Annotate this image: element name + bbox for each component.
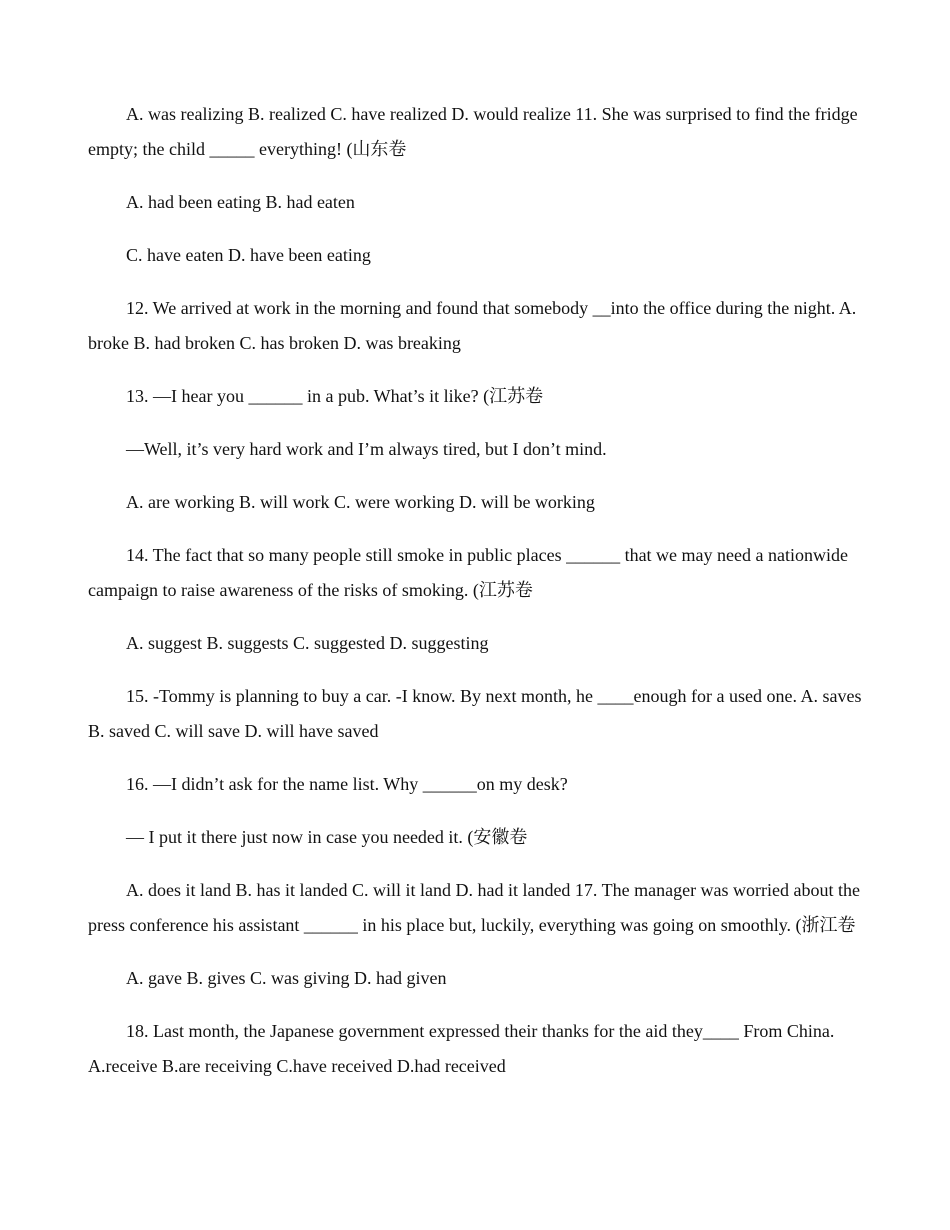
paragraph-q16-options-and-q17: A. does it land B. has it landed C. will it land D. had it landed 17. The manager was worried about the press conference his assistant ______ in his place but, luckily, everything was going on smoothly. (浙江卷 <box>88 880 861 935</box>
paragraph-q11-options-cd: C. have eaten D. have been eating <box>126 245 371 265</box>
paragraph-q17-options: A. gave B. gives C. was giving D. had given <box>126 968 447 988</box>
paragraph-q16-reply: — I put it there just now in case you needed it. (安徽卷 <box>126 827 528 847</box>
paragraph-q13-reply: —Well, it’s very hard work and I’m always tired, but I don’t mind. <box>126 439 607 459</box>
paragraph-q11-options-and-stem: A. was realizing B. realized C. have realized D. would realize 11. She was surprised to find the fridge empty; the child _____ everything! (山东卷 <box>88 104 858 159</box>
paragraph-q13-stem: 13. —I hear you ______ in a pub. What’s it like? (江苏卷 <box>126 386 544 406</box>
paragraph-q14-stem: 14. The fact that so many people still smoke in public places ______ that we may need a nationwide campaign to raise awareness of the risks of smoking. (江苏卷 <box>88 545 848 600</box>
paragraph-q18: 18. Last month, the Japanese government expressed their thanks for the aid they____ From China. A.receive B.are receiving C.have received D.had received <box>88 1021 835 1076</box>
paragraph-q12: 12. We arrived at work in the morning and found that somebody __into the office during the night. A. broke B. had broken C. has broken D. was breaking <box>88 298 857 353</box>
document-body <box>88 97 864 1102</box>
paragraph-q14-options: A. suggest B. suggests C. suggested D. suggesting <box>126 633 489 653</box>
paragraph-q15: 15. -Tommy is planning to buy a car. -I know. By next month, he ____enough for a used one. A. saves B. saved C. will save D. will have saved <box>88 686 862 741</box>
paragraph-q16-stem: 16. —I didn’t ask for the name list. Why ______on my desk? <box>126 774 568 794</box>
paragraph-q13-options: A. are working B. will work C. were working D. will be working <box>126 492 595 512</box>
paragraph-q11-options-ab: A. had been eating B. had eaten <box>126 192 355 212</box>
